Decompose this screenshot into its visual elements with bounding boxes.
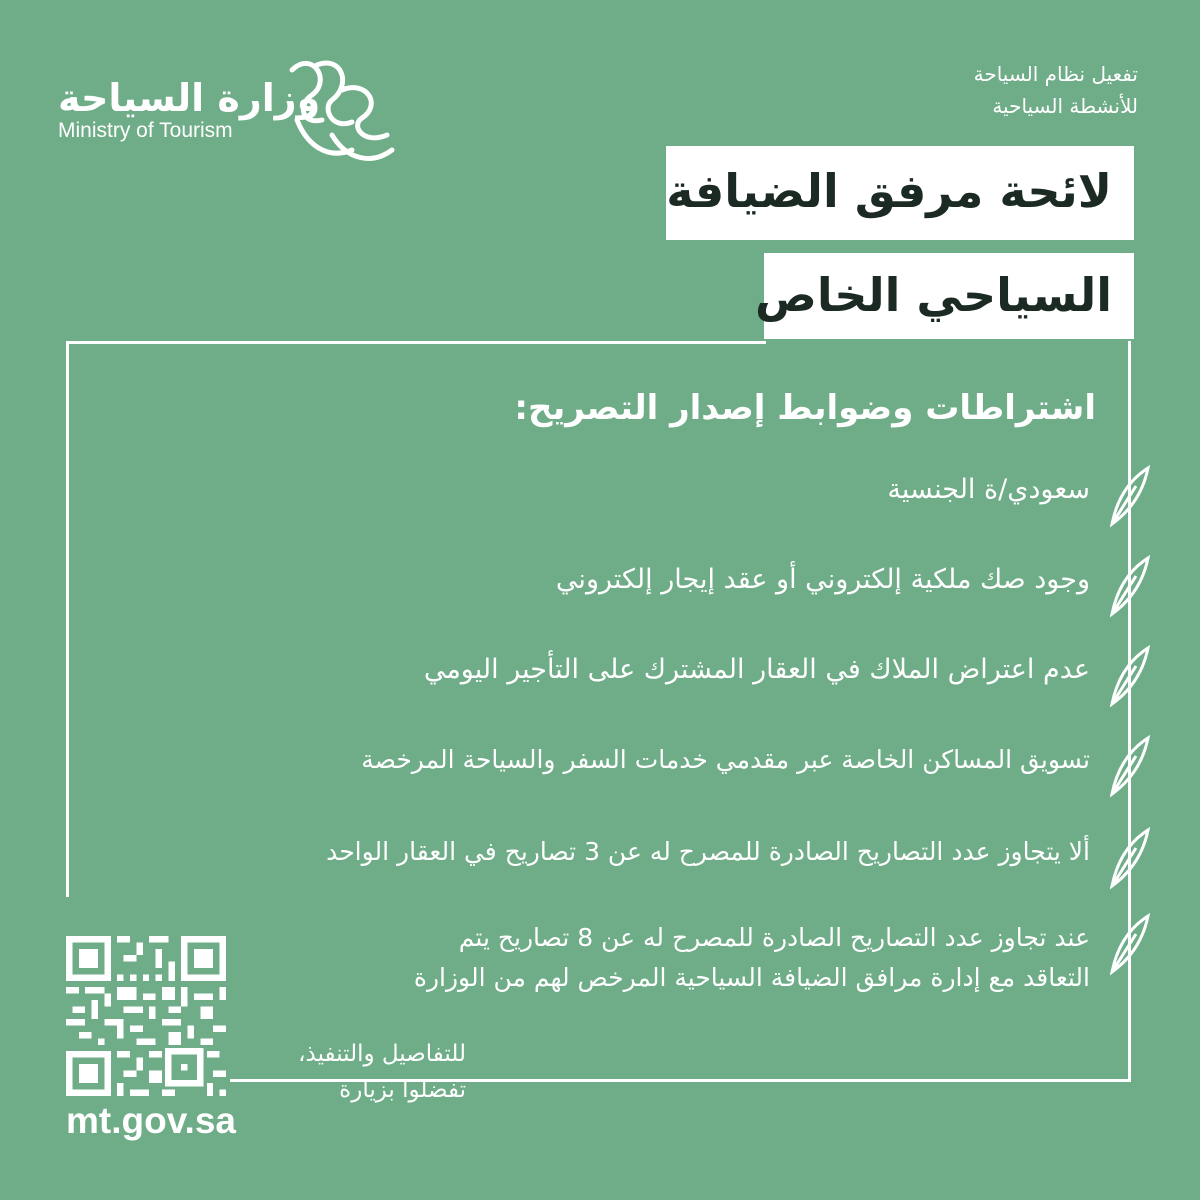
feather-bullet-icon bbox=[1106, 734, 1152, 798]
requirement-item bbox=[556, 560, 1090, 600]
requirements-heading: اشتراطات وضوابط إصدار التصريح: bbox=[514, 388, 1096, 428]
requirement-item bbox=[361, 740, 1090, 780]
requirement-text: وجود صك ملكية إلكتروني أو عقد إيجار إلكتروني bbox=[555, 564, 1090, 595]
title-line-2: السياحي الخاص bbox=[764, 253, 1134, 339]
frame-top-border bbox=[66, 341, 766, 344]
qr-caption bbox=[246, 1036, 466, 1108]
frame-left-border bbox=[66, 341, 69, 897]
program-subtitle bbox=[974, 58, 1138, 122]
qr-code[interactable] bbox=[66, 936, 226, 1096]
requirement-text-line-1: عند تجاوز عدد التصاريح الصادرة للمصرح له عن 8 تصاريح يتم bbox=[458, 923, 1090, 952]
feather-bullet-icon bbox=[1106, 644, 1152, 708]
logo-arabic-text: وزارة السياحة bbox=[58, 76, 321, 120]
requirement-item bbox=[424, 650, 1090, 690]
website-url[interactable]: mt.gov.sa bbox=[66, 1100, 236, 1141]
subtitle-line-2: للأنشطة السياحية bbox=[992, 94, 1138, 118]
subtitle-line-1: تفعيل نظام السياحة bbox=[973, 62, 1138, 86]
requirement-text: سعودي/ة الجنسية bbox=[887, 474, 1090, 505]
qr-caption-line-2: تفضلوا بزيارة bbox=[339, 1077, 466, 1103]
ministry-logo-icon bbox=[272, 50, 402, 170]
requirement-item bbox=[326, 832, 1090, 872]
logo-english-text: Ministry of Tourism bbox=[58, 119, 233, 142]
feather-bullet-icon bbox=[1106, 464, 1152, 528]
requirement-text: تسويق المساكن الخاصة عبر مقدمي خدمات السفر والسياحة المرخصة bbox=[361, 745, 1090, 774]
title-line-1: لائحة مرفق الضيافة bbox=[666, 146, 1134, 240]
qr-caption-line-1: للتفاصيل والتنفيذ، bbox=[298, 1041, 466, 1067]
requirement-item bbox=[887, 470, 1090, 510]
feather-bullet-icon bbox=[1106, 554, 1152, 618]
feather-bullet-icon bbox=[1106, 826, 1152, 890]
requirement-text: عدم اعتراض الملاك في العقار المشترك على التأجير اليومي bbox=[423, 654, 1090, 685]
requirement-text: ألا يتجاوز عدد التصاريح الصادرة للمصرح له عن 3 تصاريح في العقار الواحد bbox=[326, 837, 1090, 866]
requirement-text-line-2: التعاقد مع إدارة مرافق الضيافة السياحية المرخص لهم من الوزارة bbox=[413, 963, 1090, 992]
requirement-item bbox=[414, 918, 1090, 998]
feather-bullet-icon bbox=[1106, 912, 1152, 976]
